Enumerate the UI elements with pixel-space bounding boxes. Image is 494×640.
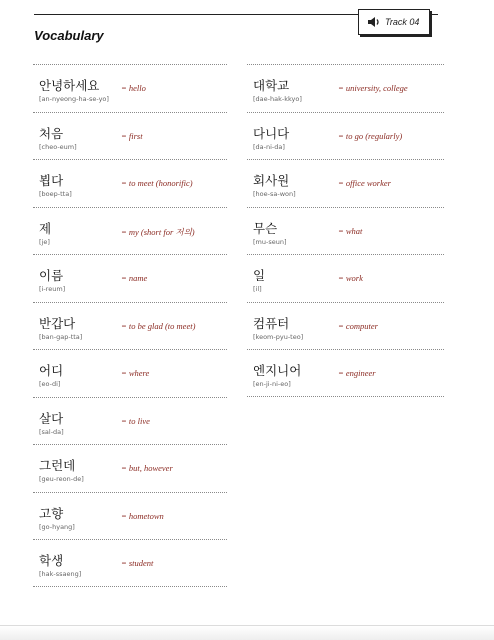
vocab-row: [247, 349, 444, 397]
vocab-romanization: [il]: [253, 285, 262, 293]
vocab-romanization: [an-nyeong-ha-se-yo]: [39, 95, 109, 103]
vocab-korean: 그런데: [39, 458, 76, 473]
vocab-romanization: [ban-gap-tta]: [39, 332, 83, 341]
vocab-romanization: [dae-hak-kkyo]: [253, 95, 302, 103]
vocab-row: [33, 159, 227, 207]
vocab-korean: 대학교: [253, 78, 290, 93]
vocab-row: [247, 112, 444, 160]
vocab-row: [247, 159, 444, 207]
vocab-korean: 안녕하세요: [39, 78, 100, 93]
vocab-meaning: = to go (regularly): [338, 130, 403, 141]
vocab-korean: 일: [253, 268, 266, 283]
vocab-row: [33, 112, 227, 160]
vocab-romanization: [je]: [39, 237, 50, 246]
vocab-korean: 뵙다: [39, 173, 64, 188]
vocab-row: [33, 207, 227, 255]
page-edge: [0, 625, 494, 640]
vocab-meaning: = engineer: [338, 368, 376, 378]
vocab-row: [33, 397, 227, 445]
vocab-meaning: = work: [338, 273, 363, 283]
vocab-meaning: = first: [121, 130, 143, 141]
vocab-korean: 이름: [39, 268, 64, 283]
page-title: Vocabulary: [34, 28, 104, 43]
vocab-romanization: [geu-reon-de]: [39, 475, 84, 483]
vocab-meaning: = office worker: [338, 178, 391, 188]
vocab-korean: 엔지니어: [253, 363, 302, 378]
vocab-row: [33, 64, 227, 112]
vocab-column-left: [33, 64, 227, 587]
vocab-korean: 제: [39, 220, 52, 236]
vocab-meaning: = to live: [121, 415, 150, 426]
vocab-row: [247, 64, 444, 112]
speaker-icon: [367, 16, 381, 28]
vocab-romanization: [go-hyang]: [39, 522, 75, 531]
vocab-meaning: = name: [121, 273, 148, 283]
vocab-row: [33, 254, 227, 302]
vocab-meaning: = hometown: [121, 510, 164, 521]
vocab-meaning: = but, however: [121, 463, 173, 473]
vocab-row: [247, 207, 444, 255]
vocab-korean: 무슨: [253, 220, 278, 236]
track-label: Track 04: [385, 17, 420, 27]
vocab-romanization: [eo-di]: [39, 380, 61, 388]
vocab-korean: 어디: [39, 363, 64, 378]
vocab-row: [33, 349, 227, 397]
vocab-korean: 다니다: [253, 125, 290, 141]
vocab-korean: 회사원: [253, 173, 290, 188]
vocab-meaning: = my (short for 저의): [121, 226, 195, 237]
vocab-row: [33, 492, 227, 540]
vocab-meaning: = student: [121, 558, 154, 568]
vocab-romanization: [i-reum]: [39, 285, 66, 293]
vocab-romanization: [boep-tta]: [39, 190, 72, 198]
vocab-romanization: [mu-seun]: [253, 237, 287, 246]
vocab-meaning: = where: [121, 368, 150, 378]
vocab-meaning: = to be glad (to meet): [121, 320, 196, 331]
vocab-meaning: = to meet (honorific): [121, 178, 193, 188]
vocab-row: [247, 302, 444, 350]
vocab-row: [33, 302, 227, 350]
vocab-romanization: [en-ji-ni-eo]: [253, 380, 291, 388]
vocab-romanization: [cheo-eum]: [39, 142, 77, 151]
vocab-meaning: = university, college: [338, 83, 408, 93]
vocab-korean: 살다: [39, 410, 64, 426]
vocab-row: [33, 539, 227, 587]
vocab-meaning: = computer: [338, 320, 378, 331]
vocab-korean: 학생: [39, 553, 64, 568]
vocab-meaning: = what: [338, 225, 363, 236]
vocab-row: [33, 444, 227, 492]
vocab-romanization: [da-ni-da]: [253, 142, 285, 151]
vocab-korean: 고향: [39, 505, 64, 521]
vocab-row: [247, 254, 444, 302]
vocab-romanization: [hoe-sa-won]: [253, 190, 296, 198]
vocab-meaning: = hello: [121, 83, 146, 93]
vocab-korean: 반갑다: [39, 315, 76, 331]
track-badge[interactable]: [358, 9, 430, 35]
vocab-korean: 처음: [39, 125, 64, 141]
vocab-column-right: [247, 64, 444, 397]
vocab-romanization: [sal-da]: [39, 427, 64, 436]
vocab-korean: 컴퓨터: [253, 315, 290, 331]
vocab-romanization: [keom-pyu-teo]: [253, 332, 304, 341]
vocab-romanization: [hak-ssaeng]: [39, 570, 82, 578]
